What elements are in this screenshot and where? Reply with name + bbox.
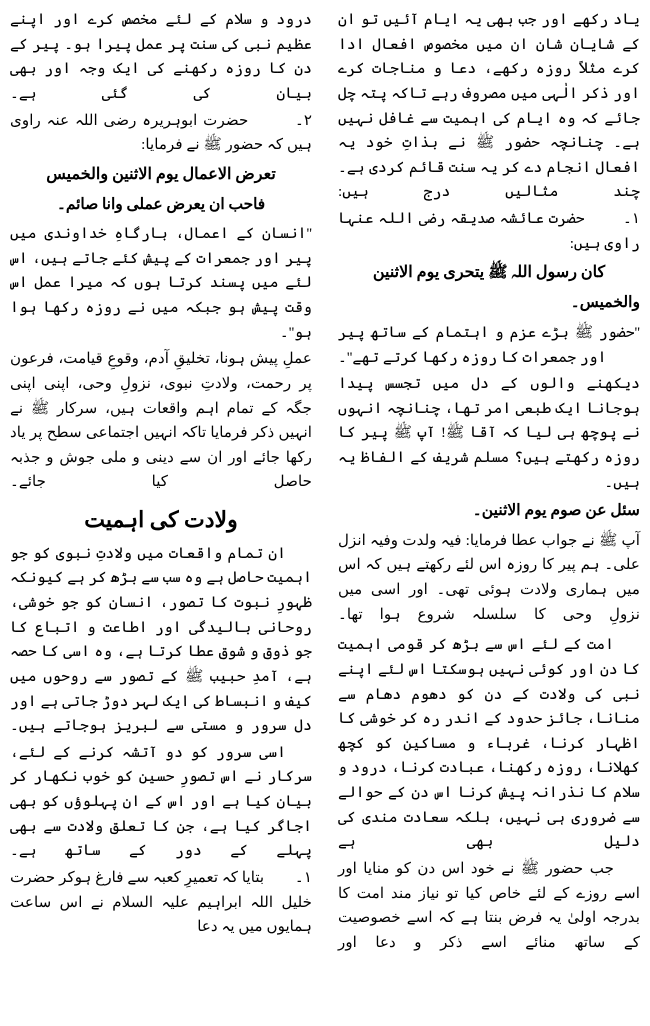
right-item-1-number: ۱۔ xyxy=(622,210,641,227)
right-item-1-text: حضرت عائشہ صدیقہ رضی اللہ عنہا راوی ہیں: xyxy=(338,210,640,252)
right-item-1-translation: ''حضور ﷺ بڑے عزم و اہتمام کے ساتھ پیر اور جمعرات کا روزہ رکھا کرتے تھے''۔ xyxy=(338,323,640,366)
right-item-1-arabic-line-1: کان رسول اللہ ﷺ یتحری یوم الاثنین xyxy=(372,264,606,282)
left-text-column xyxy=(10,8,316,1020)
right-paragraph-1: یاد رکھے اور جب بھی یہ ایام آئیں تو ان کے شایان شان ان میں مخصوص افعال ادا کرے مثلاً روزہ رکھے، دعا و مناجات کرے اور ذکر الٰہی میں مصروف رہے تاکہ پتہ چل جائے کہ وہ ایام کی اہمیت سے غافل نہیں ہے۔ چنانچہ حضور ﷺ نے بذاتِ خود یہ افعال انجام دے کر یہ سنت قائم کردی ہے۔ چند مثالیں درج ہیں: xyxy=(338,11,640,201)
right-item-1-arabic-line-2: والخمیس۔ xyxy=(570,294,640,312)
left-paragraph-3: ان تمام واقعات میں ولادتِ نبوی کو جو اہمیت حاصل ہے وہ سب سے بڑھ کر ہے کیونکہ ظہورِ نبوت کا تصور، انسان کو جو خوشی، روحانی بالیدگی اور اطاعت و اتباع کا جو ذوق و شوق عطا کرتا ہے، وہ اسی کا حصہ ہے، آمدِ حبیب ﷺ کے تصور سے روحوں میں کیف و انبساط کی ایک لہر دوڑ جاتی ہے اور دل سرور و مستی سے لبریز ہوجاتے ہیں۔ xyxy=(10,544,312,735)
right-text-column xyxy=(334,8,640,1020)
left-item-2-text: حضرت ابوہریرہ رضی اللہ عنہ راوی ہیں کہ حضور ﷺ نے فرمایا: xyxy=(10,111,312,154)
section-heading: ولادت کی اہمیت xyxy=(84,507,238,532)
left-item-2-intro xyxy=(10,109,312,158)
left-paragraph-1: درود و سلام کے لئے مخصص کرے اور اپنے عظیم نبی کی سنت پر عمل پیرا ہو۔ پیر کے دن کا روزہ رکھنے کی ایک وجہ اور بھی بیان کی گئی ہے۔ xyxy=(10,11,312,102)
left-item-2-arabic-line-2: فاحب ان یعرض عملی وانا صائم۔ xyxy=(56,195,266,213)
right-paragraph-2: دیکھنے والوں کے دل میں تجسس پیدا ہوجانا ایک طبعی امر تھا، چنانچہ انہوں نے پوچھ ہی لیا کہ آقا ﷺ! آپ ﷺ پیر کا روزہ رکھتے ہیں؟ مسلم شریف کے الفاظ یہ ہیں۔ xyxy=(338,375,640,491)
right-paragraph-3: آپ ﷺ نے جواب عطا فرمایا: فیہ ولدت وفیہ انزل علی۔ ہم پیر کا روزہ اس لئے رکھتے ہیں کہ اس میں ہماری ولادت ہوئی تھی۔ اور اسی میں نزولِ وحی کا سلسلہ شروع ہوا تھا۔ xyxy=(338,531,640,623)
left-item-1-line xyxy=(10,866,312,940)
two-column-layout xyxy=(10,8,640,1020)
right-item-1-intro xyxy=(338,207,640,256)
left-item-2-translation: ''انسان کے اعمال، بارگاہِ خداوندی میں پیر اور جمعرات کے پیش کئے جاتے ہیں، اس لئے میں پسند کرتا ہوں کہ میرا عمل اس وقت پیش ہو جبکہ میں نے روزہ رکھا ہوا ہو''۔ xyxy=(10,225,312,341)
left-item-2-number: ۲۔ xyxy=(294,111,313,129)
left-item-1-number: ۱۔ xyxy=(294,868,312,886)
left-item-2-arabic-line-1: تعرض الاعمال یوم الاثنین والخمیس xyxy=(46,165,276,183)
left-item-1-text: بتایا کہ تعمیرِ کعبہ سے فارغ ہوکر حضرت خلیل اللہ ابراہیم علیہ السلام نے اس ساعت ہمایوں میں یہ دعا xyxy=(10,868,312,936)
right-paragraph-5: جب حضور ﷺ نے خود اس دن کو منایا اور اسے روزے کے لئے خاص کیا تو نیاز مند امت کا بدرجہ اولیٰ یہ فرض بنتا ہے کہ اسے خصوصیت کے ساتھ منائے اسے ذکر و دعا اور xyxy=(338,859,640,951)
left-paragraph-2: عملِ پیش ہونا، تخلیقِ آدم، وقوعِ قیامت، فرعون پر رحمت، ولادتِ نبوی، نزولِ وحی، اپنی اپنی جگہ کے تمام اہم واقعات ہیں، سرکار ﷺ نے انہیں ذکر فرمایا تاکہ انہیں اجتماعی سطح پر یاد رکھا جائے اور ان سے دینی و ملی جوش و جذبہ حاصل کیا جائے۔ xyxy=(10,350,312,491)
left-paragraph-4: اسی سرور کو دو آتشہ کرنے کے لئے، سرکار نے اس تصورِ حسین کو خوب نکھار کر بیان کیا ہے اور اس کے ان پہلوؤں کو بھی اجاگر کیا ہے، جن کا تعلق ولادت سے بھی پہلے کے دور کے ساتھ ہے۔ xyxy=(10,743,312,860)
right-arabic-inline: سئل عن صوم یوم الاثنین۔ xyxy=(472,502,640,520)
right-paragraph-4: امت کے لئے اس سے بڑھ کر قومی اہمیت کا دن اور کوئی نہیں ہوسکتا اس لئے اپنے نبی کی ولادت کے دن کو دھوم دھام سے منانا، جائز حدود کے اندر رہ کر خوشی کا اظہار کرنا، غرباء و مساکین کو کچھ کھلانا، روزہ رکھنا، عبادت کرنا، درود و سلام کا نذرانہ پیش کرنا اس دن کے حوالے سے ضروری ہی نہیں، بلکہ سعادت مندی کی دلیل بھی ہے xyxy=(338,636,640,851)
